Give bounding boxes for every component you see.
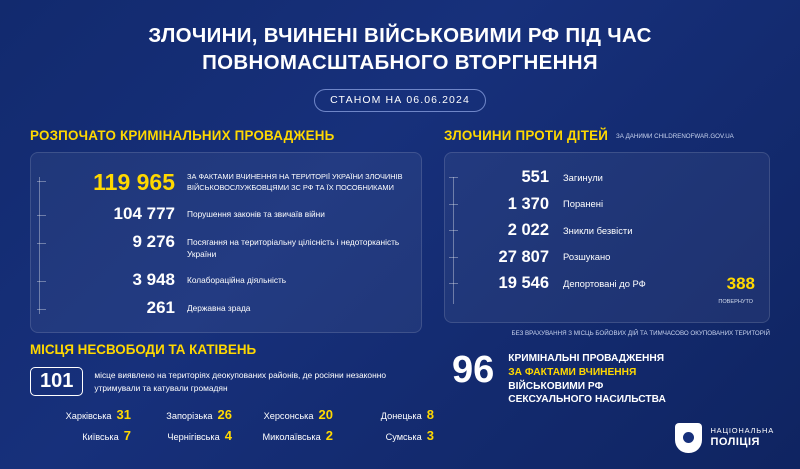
proceedings-row <box>47 233 405 260</box>
region-item <box>131 428 232 443</box>
sexual-violence-line4: СЕКСУАЛЬНОГО НАСИЛЬСТВА <box>508 394 666 406</box>
children-row <box>459 196 755 213</box>
children-label: Поранені <box>563 198 604 210</box>
proceedings-label: ЗА ФАКТАМИ ВЧИНЕННЯ НА ТЕРИТОРІЇ УКРАЇНИ ЗЛОЧИНІВ ВІЙСЬКОВОСЛУЖБОВЦЯМИ ЗС РФ ТА ЇХ ПОСОБНИКАМИ <box>187 172 403 192</box>
region-name: Харківська <box>65 411 112 421</box>
region-value: 2 <box>325 428 333 443</box>
proceedings-section <box>30 128 422 333</box>
returned-label: ПОВЕРНУТО <box>718 299 753 305</box>
proceedings-heading-row <box>30 128 422 143</box>
tick-mark <box>37 281 46 282</box>
proceedings-row <box>47 171 405 194</box>
region-item <box>333 407 434 422</box>
region-name: Київська <box>82 432 119 442</box>
tick-mark <box>449 283 458 284</box>
region-name: Херсонська <box>263 411 314 421</box>
region-value: 4 <box>224 428 232 443</box>
date-badge: СТАНОМ НА 06.06.2024 <box>314 89 486 112</box>
tick-mark <box>37 243 46 244</box>
region-value: 26 <box>217 407 232 422</box>
police-logo <box>675 423 774 453</box>
children-label: Зникли безвісти <box>563 224 633 236</box>
proceedings-value: 3 948 <box>132 270 175 290</box>
sexual-violence-line2: ЗА ФАКТАМИ ВЧИНЕННЯ <box>508 366 637 378</box>
proceedings-value: 104 777 <box>113 204 175 223</box>
sexual-violence-section <box>452 349 772 407</box>
proceedings-panel <box>30 152 422 333</box>
proceedings-label: Посягання на територіальну цілісність і недоторканість України <box>187 237 400 260</box>
sexual-violence-line3: ВІЙСЬКОВИМИ РФ <box>508 380 604 392</box>
tick-mark <box>449 230 458 231</box>
logo-line1: НАЦІОНАЛЬНА <box>710 426 774 436</box>
detention-body <box>30 367 434 396</box>
sexual-violence-count: 96 <box>452 349 495 391</box>
connector-line <box>39 177 40 314</box>
connector-line <box>453 177 454 304</box>
proceedings-label: Колабораційна діяльність <box>187 275 287 286</box>
region-name: Миколаївська <box>262 432 321 442</box>
tick-mark <box>449 204 458 205</box>
region-item <box>333 428 434 443</box>
region-item <box>232 428 333 443</box>
region-value: 3 <box>426 428 434 443</box>
detention-count-badge: 101 <box>30 367 83 396</box>
regions-row <box>30 407 434 422</box>
proceedings-row <box>47 205 405 222</box>
detention-section <box>30 342 434 443</box>
children-label: Загинули <box>563 171 603 183</box>
children-value: 27 807 <box>498 247 549 266</box>
children-value: 19 546 <box>498 274 549 293</box>
children-row <box>459 222 755 239</box>
region-value: 7 <box>123 428 131 443</box>
region-value: 31 <box>116 407 131 422</box>
sexual-violence-line1: КРИМІНАЛЬНІ ПРОВАДЖЕННЯ <box>508 353 665 364</box>
children-row-deported <box>459 275 755 292</box>
proceedings-row <box>47 271 405 288</box>
proceedings-row <box>47 299 405 316</box>
regions-row <box>30 428 434 443</box>
children-row <box>459 249 755 266</box>
region-name: Чернігівська <box>167 432 220 442</box>
proceedings-label: Державна зрада <box>187 303 251 314</box>
returned-value: 388 <box>726 274 755 293</box>
shield-icon <box>675 423 702 453</box>
returned-group <box>727 275 755 292</box>
regions-list <box>30 407 434 443</box>
logo-text <box>710 427 774 448</box>
region-name: Сумська <box>385 432 422 442</box>
children-footnote: БЕЗ ВРАХУВАННЯ З МІСЦЬ БОЙОВИХ ДІЙ ТА ТИМЧАСОВО ОКУПОВАНИХ ТЕРИТОРІЙ <box>511 330 770 337</box>
children-label: Депортовані до РФ <box>563 278 646 289</box>
children-value: 551 <box>521 168 549 186</box>
tick-mark <box>37 309 46 310</box>
region-item <box>30 428 131 443</box>
children-label: Розшукано <box>563 251 611 263</box>
detention-description: місце виявлено на територіях деокупованих районів, де росіяни незаконно утримували та катували громадян <box>94 369 386 393</box>
children-value: 1 370 <box>507 194 549 213</box>
region-item <box>232 407 333 422</box>
children-panel <box>444 152 770 323</box>
proceedings-value: 261 <box>146 298 175 318</box>
page-title: ЗЛОЧИНИ, ВЧИНЕНІ ВІЙСЬКОВИМИ РФ ПІД ЧАС ПОВНОМАСШТАБНОГО ВТОРГНЕННЯ <box>148 24 652 75</box>
tick-mark <box>449 177 458 178</box>
detention-heading: МІСЦЯ НЕСВОБОДИ ТА КАТІВЕНЬ <box>30 342 257 357</box>
region-value: 20 <box>318 407 333 422</box>
children-section <box>444 128 770 339</box>
tick-mark <box>37 215 46 216</box>
region-item <box>131 407 232 422</box>
sexual-violence-text <box>508 352 666 407</box>
children-row <box>459 169 755 186</box>
children-value: 2 022 <box>507 221 549 239</box>
region-value: 8 <box>426 407 434 422</box>
children-source-note: ЗА ДАНИМИ CHILDRENOFWAR.GOV.UA <box>616 132 734 140</box>
children-heading-row <box>444 128 770 143</box>
region-name: Донецька <box>380 411 422 421</box>
logo-line2: ПОЛІЦІЯ <box>710 435 760 448</box>
proceedings-heading: РОЗПОЧАТО КРИМІНАЛЬНИХ ПРОВАДЖЕНЬ <box>30 128 335 143</box>
tick-mark <box>449 257 458 258</box>
proceedings-value: 9 276 <box>132 232 175 251</box>
region-item <box>30 407 131 422</box>
tick-mark <box>37 181 46 182</box>
region-name: Запорізька <box>166 411 213 421</box>
children-heading: ЗЛОЧИНИ ПРОТИ ДІТЕЙ <box>444 128 609 143</box>
proceedings-value: 119 965 <box>93 169 175 195</box>
proceedings-label: Порушення законів та звичаїв війни <box>187 209 325 219</box>
